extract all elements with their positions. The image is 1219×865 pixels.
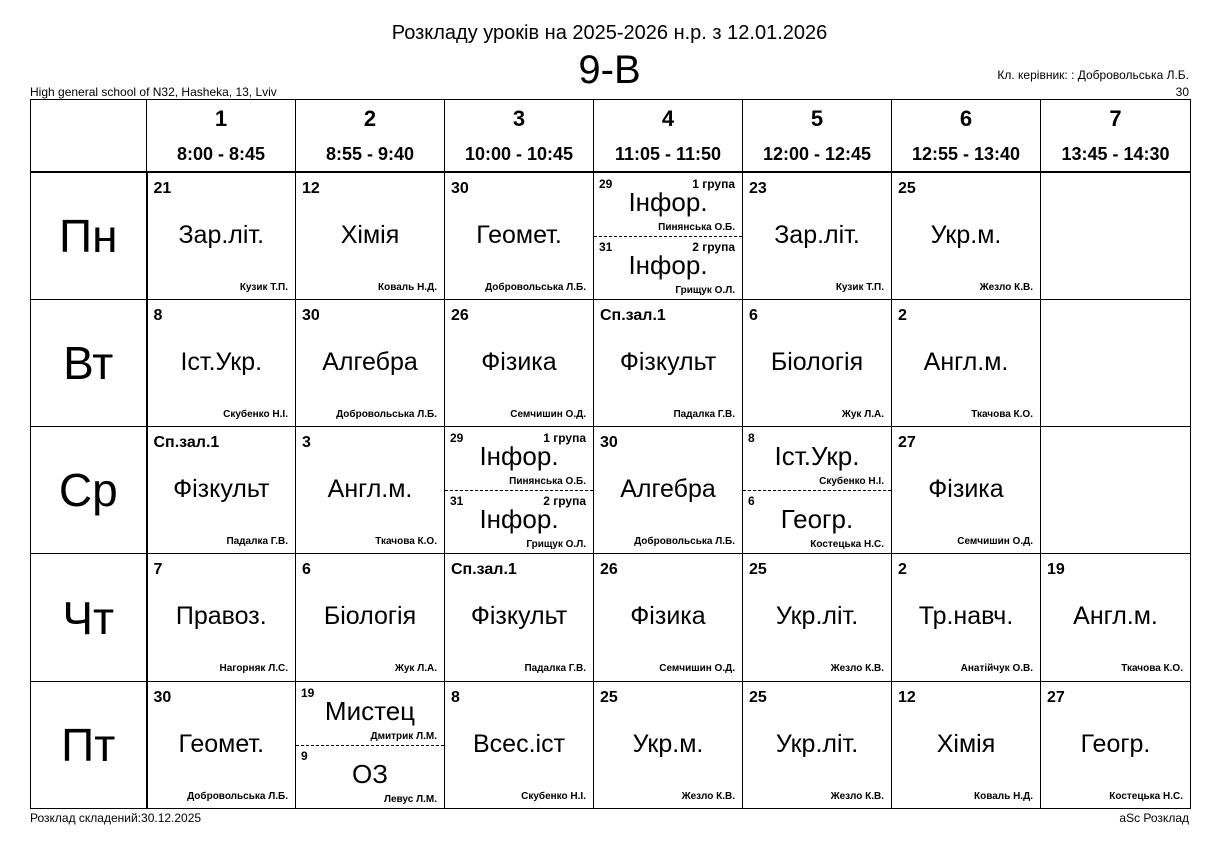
subject-name: Укр.м.: [930, 220, 1002, 249]
corner-cell: [31, 100, 147, 172]
period-header: [1041, 100, 1191, 172]
day-name: Чт: [31, 554, 147, 681]
lesson-cell: [445, 299, 594, 426]
subject-name: Укр.літ.: [775, 602, 859, 631]
period-header-row: [31, 100, 1191, 172]
lesson: [892, 173, 1040, 299]
lesson: [445, 554, 593, 680]
room-number: 25: [600, 688, 618, 706]
subject-name: Біологія: [770, 347, 864, 376]
lesson-cell: [892, 554, 1041, 681]
teacher-name: Добровольська Л.Б.: [336, 408, 437, 420]
day-row: [31, 299, 1191, 426]
lesson: [445, 173, 593, 299]
subject-name: Інфор.: [479, 504, 559, 535]
subject-name: Фізика: [481, 347, 557, 376]
room-number: 23: [749, 179, 767, 197]
room-number: 19: [301, 685, 315, 700]
subject-name: Мистец: [324, 695, 416, 726]
group-label: 1 група: [543, 431, 586, 446]
room-number: 25: [898, 179, 916, 197]
lesson: [296, 682, 444, 808]
period-number: 4: [661, 106, 675, 131]
lesson-cell: [892, 427, 1041, 554]
class-teacher: Кл. керівник: : Добровольська Л.Б.: [997, 68, 1189, 82]
software-name: aSc Розклад: [1119, 811, 1189, 825]
lesson-group-top: [445, 427, 593, 491]
teacher-name: Ткачова К.О.: [375, 536, 437, 548]
room-number: 29: [450, 431, 464, 446]
lesson-group-bottom: [743, 490, 891, 553]
lesson: [445, 300, 593, 426]
lesson: [743, 554, 891, 680]
lesson-group-bottom: [594, 236, 742, 299]
subject-name: Всес.іст: [472, 729, 566, 758]
teacher-name: Кузик Т.П.: [239, 281, 288, 293]
lesson: [445, 427, 593, 553]
lesson-cell: [296, 554, 445, 681]
lesson: [148, 173, 296, 299]
subject-name: Англ.м.: [923, 347, 1009, 376]
lesson: [1041, 300, 1190, 426]
subject-name: Алгебра: [322, 347, 418, 376]
group-label: 2 група: [692, 239, 735, 254]
subject-name: Фізика: [928, 475, 1004, 504]
lesson: [892, 554, 1040, 680]
subject-name: Фізика: [630, 602, 706, 631]
subject-name: Англ.м.: [1073, 602, 1158, 631]
teacher-name: Жук Л.А.: [841, 408, 884, 420]
subject-name: Інфор.: [628, 249, 708, 280]
lesson: [148, 300, 296, 426]
period-header: [743, 100, 892, 172]
teacher-name: Добровольська Л.Б.: [485, 281, 586, 293]
subject-name: Геомет.: [178, 729, 265, 758]
lesson-cell: [594, 299, 743, 426]
lesson-cell: [594, 172, 743, 300]
lesson: [743, 300, 891, 426]
day-row: [31, 427, 1191, 554]
lesson-cell: [296, 681, 445, 808]
room-number: 21: [153, 179, 172, 197]
lesson-cell: [892, 172, 1041, 300]
teacher-name: Падалка Г.В.: [524, 663, 586, 675]
period-number: 7: [1109, 106, 1122, 131]
teacher-name: Семчишин О.Д.: [659, 663, 735, 675]
day-row: [31, 681, 1191, 808]
room-number: 26: [451, 306, 469, 324]
group-label: 1 група: [692, 176, 735, 191]
room-number: 30: [153, 688, 172, 706]
teacher-name: Костецька Н.С.: [1109, 790, 1183, 802]
period-header: [147, 100, 296, 172]
period-number: 3: [512, 106, 526, 131]
lesson-cell: [445, 554, 594, 681]
teacher-name: Левус Л.М.: [383, 793, 437, 805]
room-number: 9: [301, 748, 308, 763]
subject-name: ОЗ: [352, 758, 388, 789]
lesson-cell: [445, 681, 594, 808]
teacher-name: Жезло К.В.: [681, 790, 735, 802]
timetable-grid: [30, 99, 1191, 809]
lesson-cell: [743, 299, 892, 426]
period-header: [594, 100, 743, 172]
lesson-cell: [892, 299, 1041, 426]
lesson: [594, 173, 742, 299]
lesson: [1041, 427, 1190, 553]
room-number: 8: [153, 306, 163, 324]
period-number: 5: [810, 106, 824, 131]
room-number: 2: [898, 306, 907, 324]
lesson-cell: [147, 299, 296, 426]
subject-name: Геогр.: [780, 504, 854, 535]
period-header: [892, 100, 1041, 172]
subject-name: Біологія: [323, 602, 417, 631]
teacher-name: Добровольська Л.Б.: [187, 790, 288, 802]
subject-name: Геогр.: [1080, 729, 1151, 758]
created-date: Розклад складений:30.12.2025: [30, 811, 202, 825]
school-name: High general school of N32, Hasheka, 13, Lviv: [30, 85, 277, 99]
lesson-cell: [445, 172, 594, 300]
lesson: [594, 300, 742, 426]
period-time: 12:55 - 13:40: [911, 144, 1021, 164]
room-number: 30: [302, 306, 320, 324]
lesson-cell: [296, 172, 445, 300]
lesson-cell: [1041, 681, 1191, 808]
lesson-group-top: [296, 682, 444, 746]
room-number: 26: [600, 561, 618, 579]
teacher-name: Кузик Т.П.: [835, 281, 884, 293]
lesson: [296, 427, 444, 553]
teacher-name: Семчишин О.Д.: [957, 536, 1033, 548]
room-number: 31: [450, 494, 464, 509]
day-name: Пт: [31, 681, 147, 808]
teacher-name: Скубенко Н.І.: [521, 790, 586, 802]
subject-name: Інфор.: [628, 186, 708, 217]
teacher-name: Семчишин О.Д.: [510, 408, 586, 420]
teacher-name: Жук Л.А.: [394, 663, 437, 675]
lesson: [148, 554, 296, 680]
teacher-name: Добровольська Л.Б.: [634, 536, 735, 548]
room-number: 2: [898, 561, 907, 579]
lesson: [743, 427, 891, 553]
student-count: 30: [1175, 85, 1189, 99]
day-row: [31, 554, 1191, 681]
lesson-cell: [743, 427, 892, 554]
class-name: 9-В: [578, 48, 641, 92]
room-number: 25: [749, 561, 767, 579]
room-number: 8: [451, 688, 460, 706]
lesson-cell: [296, 299, 445, 426]
day-name: Ср: [31, 427, 147, 554]
teacher-name: Жезло К.В.: [830, 790, 884, 802]
lesson: [296, 173, 444, 299]
day-name: Вт: [31, 299, 147, 426]
period-time: 10:00 - 10:45: [464, 144, 574, 164]
subject-name: Укр.літ.: [775, 729, 859, 758]
subject-name: Алгебра: [620, 475, 716, 504]
lesson-group-bottom: [296, 745, 444, 808]
lesson: [445, 682, 593, 808]
period-time: 12:00 - 12:45: [762, 144, 872, 164]
period-number: 1: [214, 106, 228, 131]
room-number: 29: [599, 176, 613, 191]
lesson: [892, 682, 1040, 808]
day-row: [31, 172, 1191, 300]
teacher-name: Анатійчук О.В.: [960, 663, 1033, 675]
lesson-cell: [594, 681, 743, 808]
lesson-group-bottom: [445, 490, 593, 553]
lesson-cell: [1041, 172, 1191, 300]
lesson-cell: [594, 427, 743, 554]
timetable-title: Розкладу уроків на 2025-2026 н.р. з 12.01.2026: [391, 22, 828, 44]
subject-name: Іст.Укр.: [180, 347, 263, 376]
lesson: [594, 682, 742, 808]
lesson-cell: [1041, 427, 1191, 554]
room-number: 27: [1047, 688, 1065, 706]
room-number: Сп.зал.1: [451, 561, 517, 579]
room-number: 8: [748, 431, 755, 446]
subject-name: Англ.м.: [327, 475, 413, 504]
room-number: 12: [302, 179, 320, 197]
lesson-cell: [1041, 554, 1191, 681]
lesson-cell: [743, 681, 892, 808]
teacher-name: Скубенко Н.І.: [819, 476, 884, 488]
lesson-cell: [743, 172, 892, 300]
room-number: 30: [600, 434, 618, 452]
teacher-name: Жезло К.В.: [830, 663, 884, 675]
lesson: [743, 173, 891, 299]
subject-name: Фізкульт: [470, 602, 568, 631]
lesson: [1041, 173, 1190, 299]
subject-name: Геомет.: [476, 220, 562, 249]
subject-name: Правоз.: [175, 602, 267, 631]
lesson-cell: [296, 427, 445, 554]
teacher-name: Падалка Г.В.: [673, 408, 735, 420]
lesson: [148, 427, 296, 553]
lesson: [1041, 554, 1190, 680]
room-number: 6: [749, 306, 758, 324]
subject-name: Фізкульт: [173, 475, 270, 504]
teacher-name: Пинянська О.Б.: [658, 221, 735, 233]
subject-name: Укр.м.: [632, 729, 704, 758]
period-time: 8:00 - 8:45: [176, 144, 266, 164]
period-number: 2: [363, 106, 377, 131]
room-number: 30: [451, 179, 469, 197]
day-name: Пн: [31, 172, 147, 300]
lesson-cell: [147, 681, 296, 808]
teacher-name: Ткачова К.О.: [1121, 663, 1183, 675]
subject-name: Іст.Укр.: [774, 441, 860, 472]
room-number: 27: [898, 434, 916, 452]
lesson-cell: [445, 427, 594, 554]
lesson: [296, 554, 444, 680]
room-number: 3: [302, 434, 311, 452]
period-header: [296, 100, 445, 172]
lesson-cell: [147, 172, 296, 300]
room-number: 6: [748, 494, 755, 509]
subject-name: Хімія: [936, 729, 996, 758]
lesson: [892, 427, 1040, 553]
lesson-cell: [743, 554, 892, 681]
room-number: 25: [749, 688, 767, 706]
group-label: 2 група: [543, 494, 586, 509]
teacher-name: Нагорняк Л.С.: [219, 663, 288, 675]
subject-name: Зар.літ.: [774, 220, 860, 249]
teacher-name: Коваль Н.Д.: [974, 790, 1033, 802]
room-number: Сп.зал.1: [153, 434, 220, 452]
lesson-group-top: [594, 173, 742, 237]
subject-name: Фізкульт: [619, 347, 717, 376]
teacher-name: Дмитрик Л.М.: [370, 730, 437, 742]
lesson: [148, 682, 296, 808]
subject-name: Хімія: [340, 220, 400, 249]
period-time: 8:55 - 9:40: [325, 144, 415, 164]
subject-name: Інфор.: [479, 441, 559, 472]
teacher-name: Грищук О.Л.: [526, 539, 586, 551]
teacher-name: Пинянська О.Б.: [509, 476, 586, 488]
room-number: Сп.зал.1: [600, 306, 666, 324]
subject-name: Тр.навч.: [918, 602, 1014, 631]
lesson-cell: [892, 681, 1041, 808]
teacher-name: Грищук О.Л.: [675, 284, 735, 296]
room-number: 7: [153, 561, 163, 579]
lesson: [594, 554, 742, 680]
room-number: 31: [599, 239, 613, 254]
lesson-cell: [1041, 299, 1191, 426]
room-number: 19: [1047, 561, 1065, 579]
lesson: [892, 300, 1040, 426]
teacher-name: Костецька Н.С.: [810, 539, 884, 551]
lesson-cell: [147, 554, 296, 681]
teacher-name: Ткачова К.О.: [971, 408, 1033, 420]
room-number: 12: [898, 688, 916, 706]
room-number: 6: [302, 561, 311, 579]
subject-name: Зар.літ.: [178, 220, 265, 249]
lesson: [296, 300, 444, 426]
teacher-name: Скубенко Н.І.: [223, 408, 288, 420]
period-time: 13:45 - 14:30: [1061, 144, 1170, 164]
teacher-name: Жезло К.В.: [979, 281, 1033, 293]
lesson-group-top: [743, 427, 891, 491]
lesson-cell: [594, 554, 743, 681]
lesson: [743, 682, 891, 808]
lesson: [1041, 682, 1190, 808]
teacher-name: Коваль Н.Д.: [378, 281, 437, 293]
period-number: 6: [959, 106, 973, 131]
lesson-cell: [147, 427, 296, 554]
lesson: [594, 427, 742, 553]
period-header: [445, 100, 594, 172]
period-time: 11:05 - 11:50: [614, 144, 722, 164]
teacher-name: Падалка Г.В.: [226, 536, 288, 548]
